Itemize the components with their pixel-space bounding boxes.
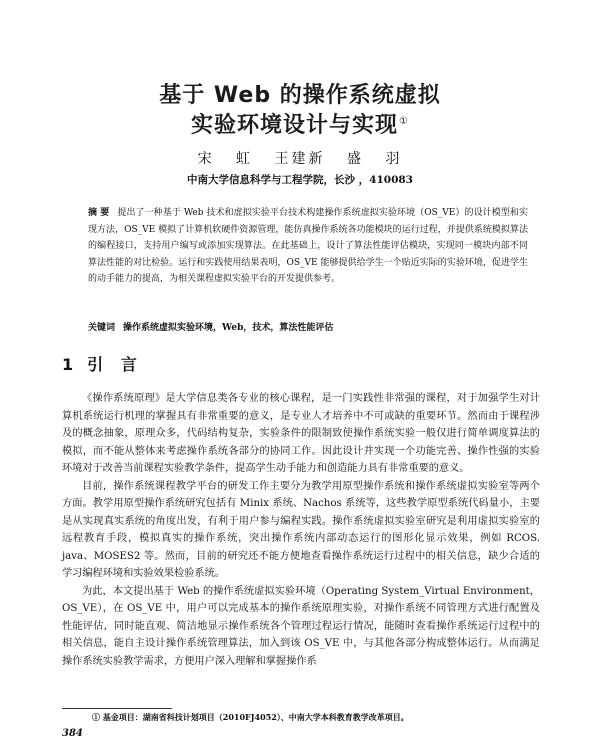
paragraph: 《操作系统原理》是大学信息类各专业的核心课程，是一门实践性非常强的课程，对于加强学生对计算机系统运行机理的掌握具有非常重要的意义，是专业人才培养中不可或缺的重要环节。然而由于课程涉及的概念抽象，原理众多，代码结构复杂，实验条件的限制致使操作系统实验一般仅进行简单调度算法的模拟，而不能从整体来考虑操作系统各部分的协同工作。因此设计并实现一个功能完善、操作性强的实验环境对于改善当前课程实验教学条件，提高学生动手能力和创造能力具有非常重要的意义。 bbox=[62, 393, 540, 474]
keywords-text: 操作系统虚拟实验环境，Web，技术，算法性能评估 bbox=[123, 323, 334, 333]
paragraph: 目前，操作系统课程教学平台的研发工作主要分为教学用原型操作系统和操作系统虚拟实验室等两个方面。教学用原型操作系统研究包括有 Minix 系统、Nachos 系统等，这些教学原型系统代码量小，主要是从实现真实系统的角度出发，有利于用户参与编程实践。操作系统虚拟实验室研究是利用虚拟实验室的远程教育手段，模拟真实的操作系统，突出操作系统内部动态运行的图形化显示效果，例如 RCOS. java、MOSES2 等。然而，目前的研究还不能方便地查看操作系统运行过程中的相关信息，缺少合适的学习编程环境和实验效果检验系统。 bbox=[62, 480, 540, 579]
footnote-text: 基金项目：湖南省科技计划项目（2010FJ4052）、中南大学本科教育教学改革项目。 bbox=[102, 712, 409, 722]
section-number: 1 bbox=[62, 355, 80, 374]
title-line-1: 基于 Web 的操作系统虚拟 bbox=[159, 83, 441, 108]
authors: 宋 虹 王建新 盛 羽 bbox=[197, 151, 403, 167]
title-line-2 bbox=[0, 108, 600, 139]
abstract bbox=[88, 205, 528, 288]
footnote-divider bbox=[62, 708, 172, 709]
footnote-mark: ① bbox=[92, 712, 100, 722]
abstract-label: 摘 要 bbox=[88, 208, 110, 218]
keywords-label: 关键词 bbox=[88, 323, 116, 333]
title-line-2-text: 实验环境设计与实现 bbox=[191, 113, 399, 138]
body-text bbox=[62, 390, 540, 670]
section-heading bbox=[62, 352, 143, 375]
affiliation: 中南大学信息科学与工程学院，长沙 ，410083 bbox=[187, 174, 413, 186]
page-number: 384 bbox=[62, 728, 83, 739]
footnote bbox=[92, 712, 532, 723]
section-title: 引 言 bbox=[87, 355, 143, 374]
abstract-text: 提出了一种基于 Web 技术和虚拟实验平台技术构建操作系统虚拟实验环境（OS_VE）的设计模型和实现方法，OS_VE 模拟了计算机软硬件资源管理，能仿真操作系统各功能模块的运行过程，并提供系统模拟算法的编程接口，支持用户编写或添加实现算法。在此基础上，设计了算法性能评估模块，实现同一模块内部不同算法性能的对比检验。运行和实践使用结果表明，OS_VE 能够提供给学生一个贴近实际的实验环境，促进学生的动手能力的提高，为相关课程虚拟实验平台的开发提供参考。 bbox=[88, 208, 528, 284]
keywords bbox=[88, 320, 528, 336]
paragraph: 为此，本文提出基于 Web 的操作系统虚拟实验环境（Operating System_Virtual Environment，OS_VE），在 OS_VE 中，用户可以完成基本的操作系统原理实验，对操作系统不同管理方式进行配置及性能评估，同时能直观、简洁地显示操作系统各个管理过程运行情况，能随时查看操作系统运行过程中的相关信息，能自主设计操作系统管理算法，加入到该 OS_VE 中，与其他各部分构成整体运行。从而满足操作系统实验教学需求，方便用户深入理解和掌握操作系 bbox=[62, 585, 540, 667]
title-footnote-mark: ① bbox=[399, 115, 409, 127]
